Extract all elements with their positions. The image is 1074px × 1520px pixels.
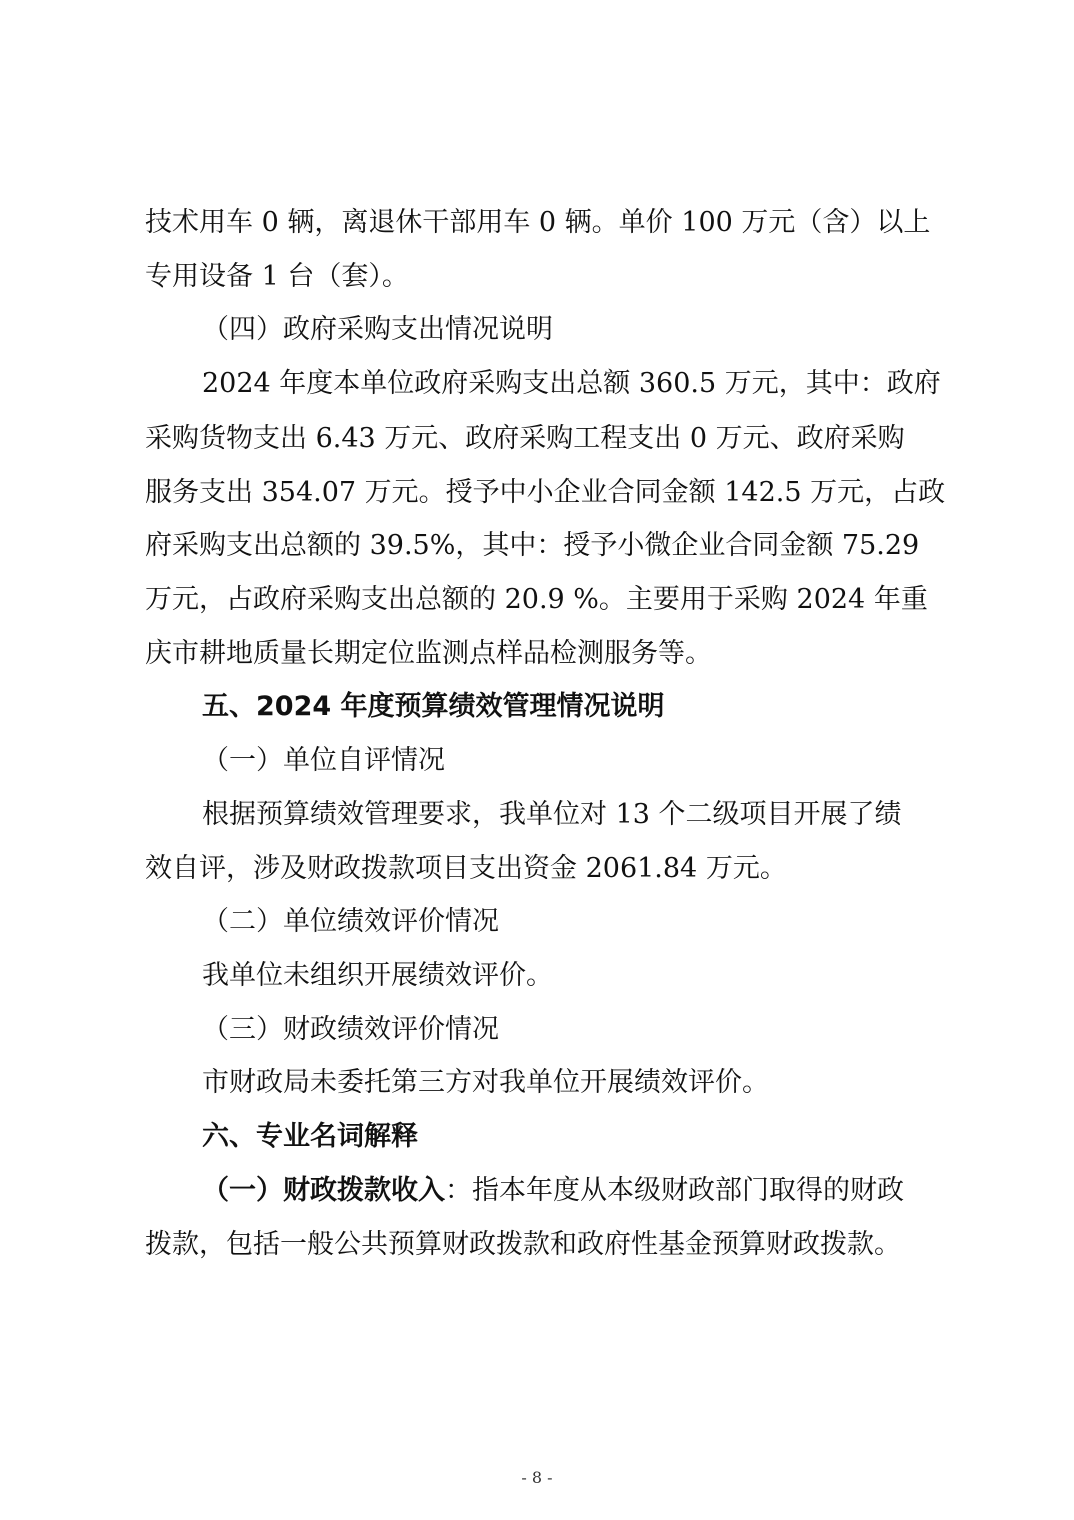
text-line-8: 万元，占政府采购支出总额的 20.9 %。主要用于采购 2024 年重 (145, 584, 928, 615)
text-line-5: 采购货物支出 6.43 万元、政府采购工程支出 0 万元、政府采购 (145, 423, 905, 454)
text-line-4: 2024 年度本单位政府采购支出总额 360.5 万元，其中：政府 (202, 368, 941, 399)
term-label: （一）财政拨款收入 (202, 1175, 445, 1206)
term-description: ：指本年度从本级财政部门取得的财政 (445, 1175, 904, 1206)
chapter-6-heading: 六、专业名词解释 (202, 1121, 418, 1152)
text-line-17: 市财政局未委托第三方对我单位开展绩效评价。 (202, 1067, 769, 1098)
text-line-20: 拨款，包括一般公共预算财政拨款和政府性基金预算财政拨款。 (145, 1229, 901, 1260)
text-line-12: 根据预算绩效管理要求，我单位对 13 个二级项目开展了绩 (202, 799, 902, 830)
chapter-5-heading: 五、2024 年度预算绩效管理情况说明 (202, 691, 665, 722)
section-5-1-heading: （一）单位自评情况 (202, 745, 445, 776)
page-number: - 8 - (521, 1468, 553, 1487)
section-5-3-heading: （三）财政绩效评价情况 (202, 1014, 499, 1045)
text-line-15: 我单位未组织开展绩效评价。 (202, 960, 553, 991)
text-line-2: 专用设备 1 台（套）。 (145, 261, 409, 292)
text-line-7: 府采购支出总额的 39.5%，其中：授予小微企业合同金额 75.29 (145, 530, 920, 561)
text-line-13: 效自评，涉及财政拨款项目支出资金 2061.84 万元。 (145, 853, 787, 884)
section-5-2-heading: （二）单位绩效评价情况 (202, 906, 499, 937)
text-line-6: 服务支出 354.07 万元。授予中小企业合同金额 142.5 万元，占政 (145, 477, 946, 508)
text-line-1: 技术用车 0 辆，离退休干部用车 0 辆。单价 100 万元（含）以上 (145, 207, 931, 238)
section-4-heading: （四）政府采购支出情况说明 (202, 314, 553, 345)
term-definition-line (202, 1177, 1074, 1204)
text-line-9: 庆市耕地质量长期定位监测点样品检测服务等。 (145, 638, 712, 669)
